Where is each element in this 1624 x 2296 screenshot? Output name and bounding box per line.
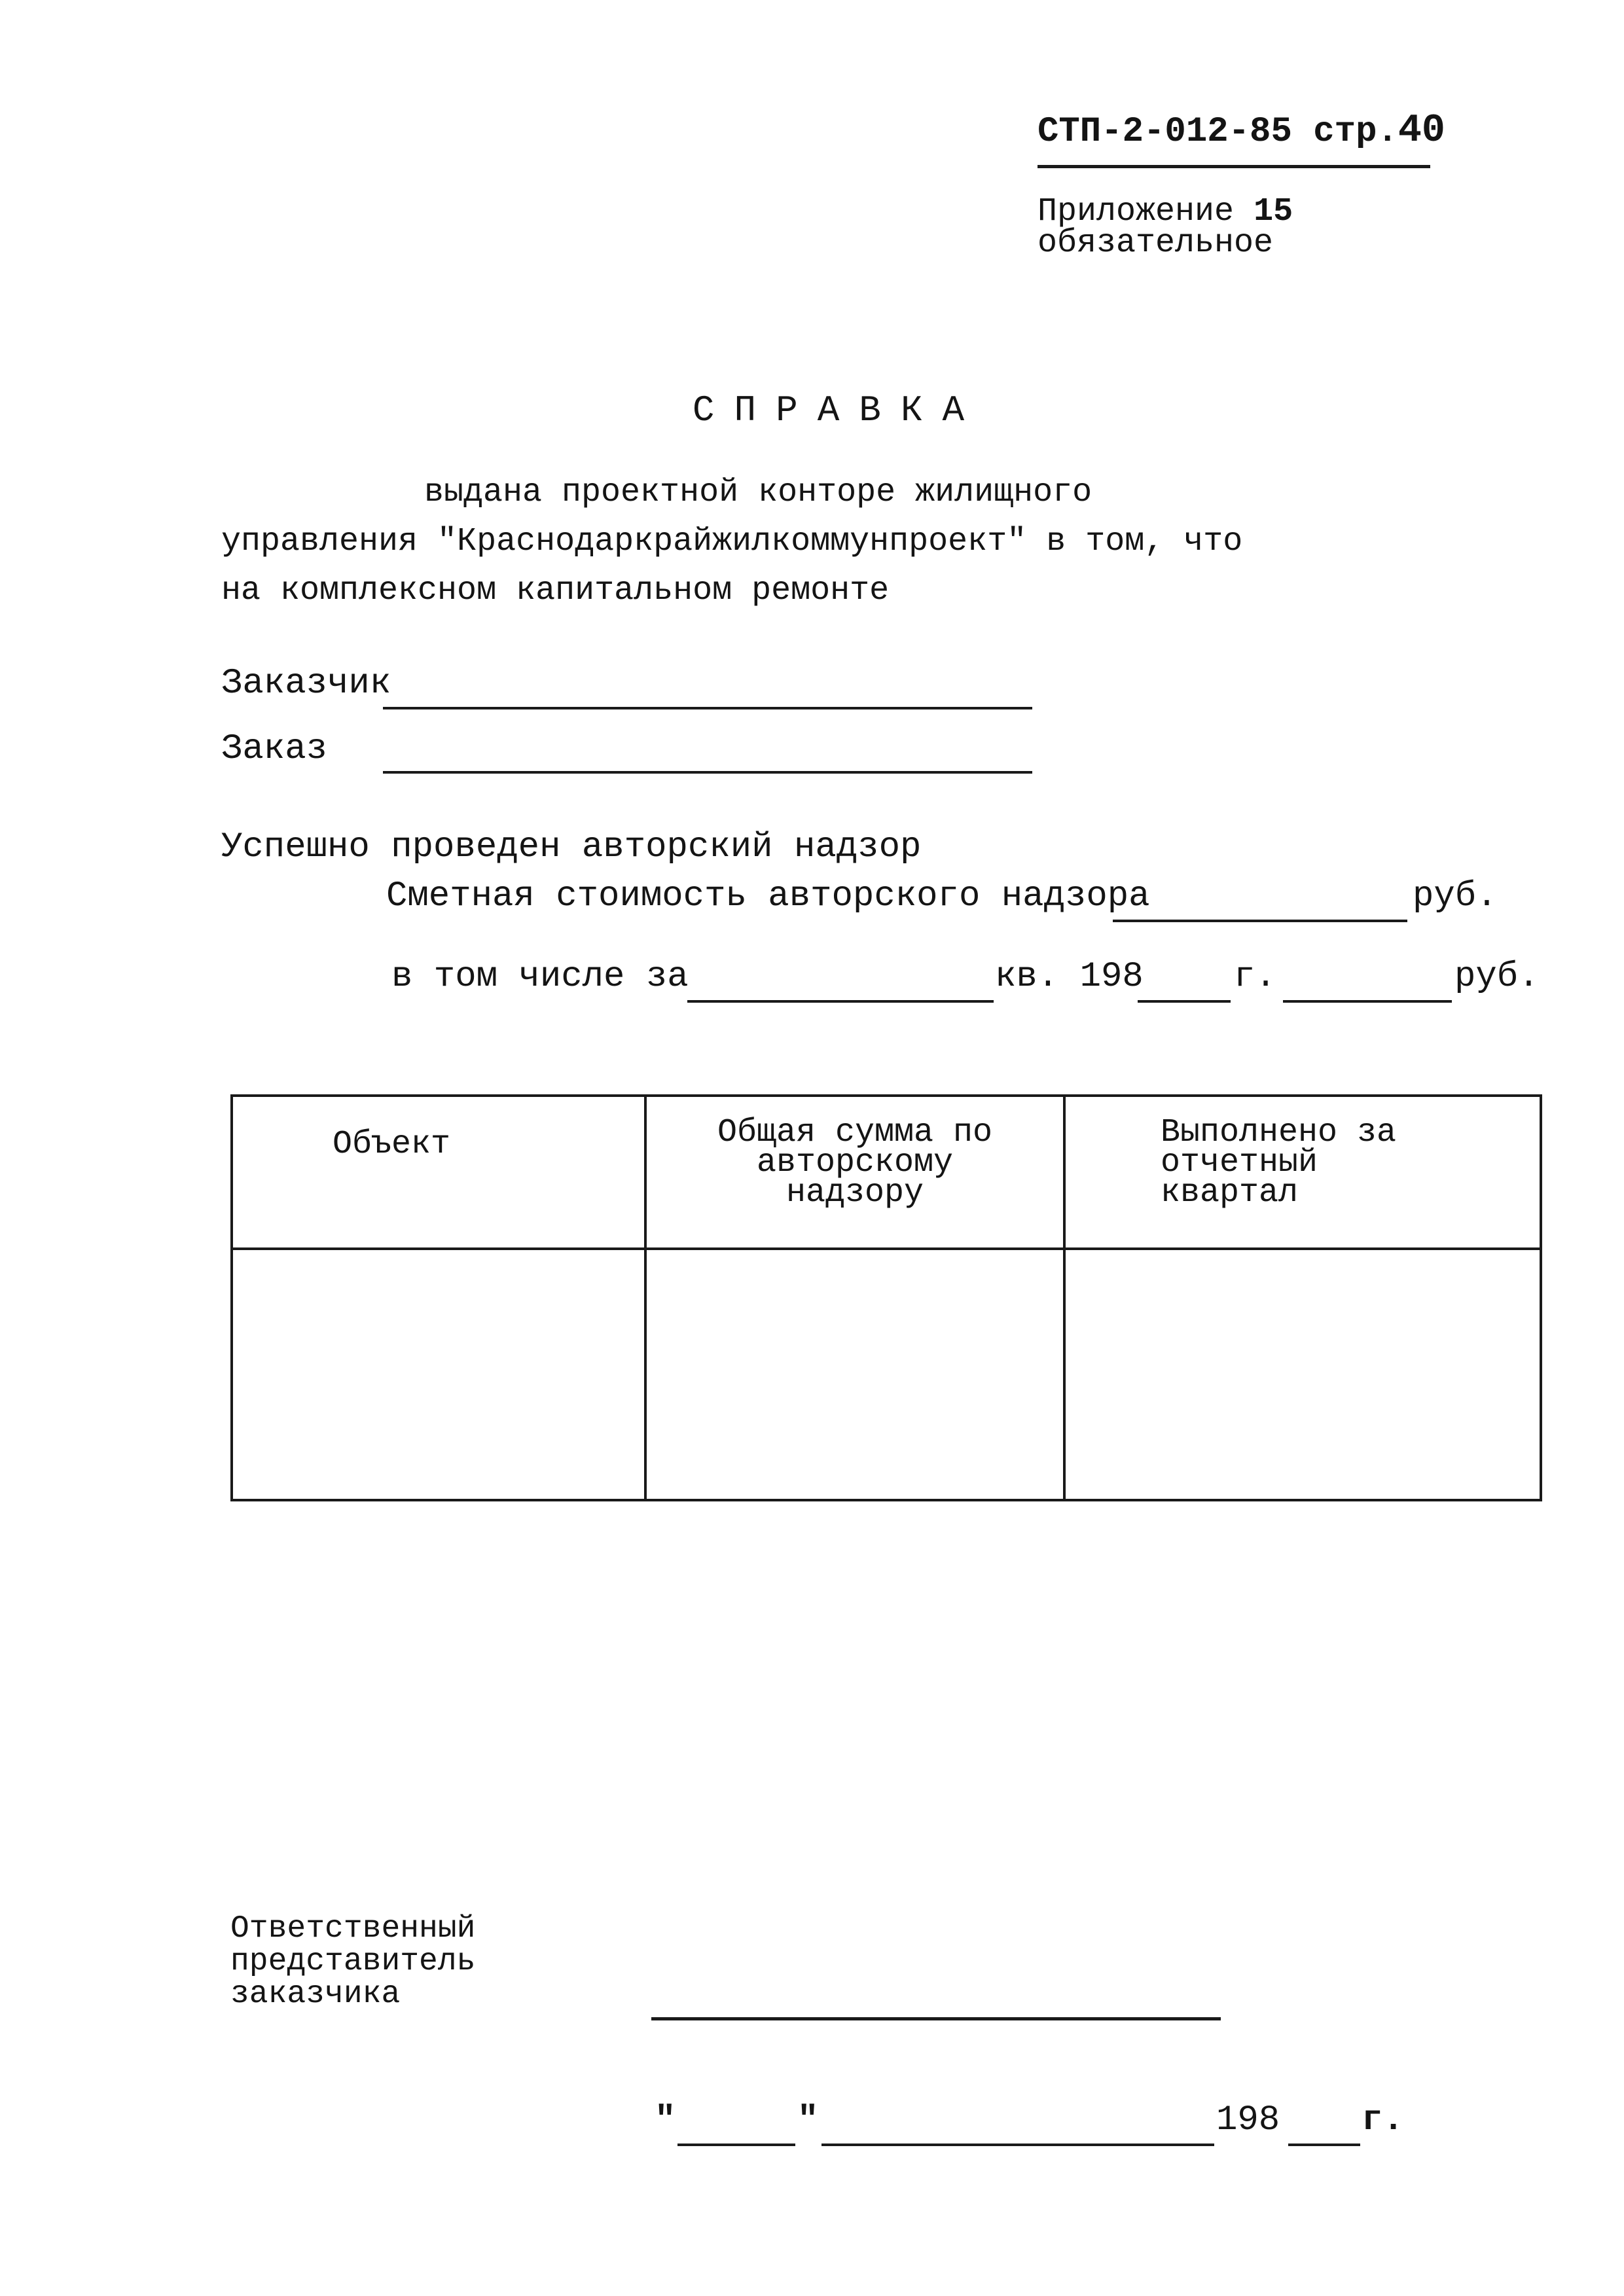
cost-unit: руб. <box>1413 876 1498 916</box>
header-total-sum <box>645 1096 1064 1249</box>
year-suffix: г. <box>1234 957 1276 997</box>
cell-total-sum[interactable] <box>645 1249 1064 1500</box>
header-completed <box>1064 1096 1541 1249</box>
amount-unit: руб. <box>1454 957 1540 997</box>
summary-table <box>230 1094 1542 1501</box>
intro-line-1: выдана проектной конторе жилищного <box>424 474 1092 511</box>
header-object <box>232 1096 645 1249</box>
header-completed-text: Выполнено за отчетный квартал <box>1161 1114 1397 1211</box>
quarter-field-line[interactable] <box>687 1000 994 1003</box>
supervision-text: Успешно проведен авторский надзор <box>221 827 922 867</box>
order-field-line[interactable] <box>383 771 1032 774</box>
date-month-line[interactable] <box>821 2144 1214 2146</box>
header-object-text: Объект <box>333 1126 451 1163</box>
intro-line-2: управления "Краснодаркрайжилкоммунпроект" в том, что <box>221 523 1243 560</box>
cost-label: Сметная стоимость авторского надзора <box>386 876 1150 916</box>
table-header-row <box>232 1096 1541 1249</box>
header-total-sum-text: Общая сумма по авторскому надзору <box>717 1114 993 1211</box>
appendix-status: обязательное <box>1038 224 1274 262</box>
order-label: Заказ <box>221 729 328 769</box>
page-number: 40 <box>1398 109 1445 153</box>
appendix-number: 15 <box>1254 193 1293 230</box>
signature-label: Ответственный представитель заказчика <box>230 1911 476 2012</box>
header-rule <box>1038 165 1430 168</box>
appendix-label: Приложение <box>1038 193 1235 230</box>
signature-line[interactable] <box>651 2017 1221 2020</box>
customer-label: Заказчик <box>221 664 391 704</box>
cell-object[interactable] <box>232 1249 645 1500</box>
date-day-line[interactable] <box>677 2144 795 2146</box>
date-suffix: г. <box>1362 2100 1404 2140</box>
date-open-quote: " <box>655 2100 676 2140</box>
quarter-label: кв. 198 <box>995 957 1144 997</box>
document-code-text: СТП-2-012-85 стр. <box>1038 112 1398 152</box>
customer-field-line[interactable] <box>383 707 1032 709</box>
table-row <box>232 1249 1541 1500</box>
intro-line-3: на комплексном капитальном ремонте <box>221 572 890 609</box>
cell-completed[interactable] <box>1064 1249 1541 1500</box>
appendix-block <box>1038 193 1293 262</box>
date-year-line[interactable] <box>1288 2144 1360 2146</box>
amount-field-line[interactable] <box>1283 1000 1452 1003</box>
date-year: 198 <box>1216 2100 1280 2140</box>
year-field-line[interactable] <box>1138 1000 1231 1003</box>
date-close-quote: " <box>797 2100 819 2140</box>
cost-field-line[interactable] <box>1113 920 1407 922</box>
including-label: в том числе за <box>391 957 689 997</box>
document-title: СПРАВКА <box>692 389 984 431</box>
document-code <box>1038 111 1445 152</box>
